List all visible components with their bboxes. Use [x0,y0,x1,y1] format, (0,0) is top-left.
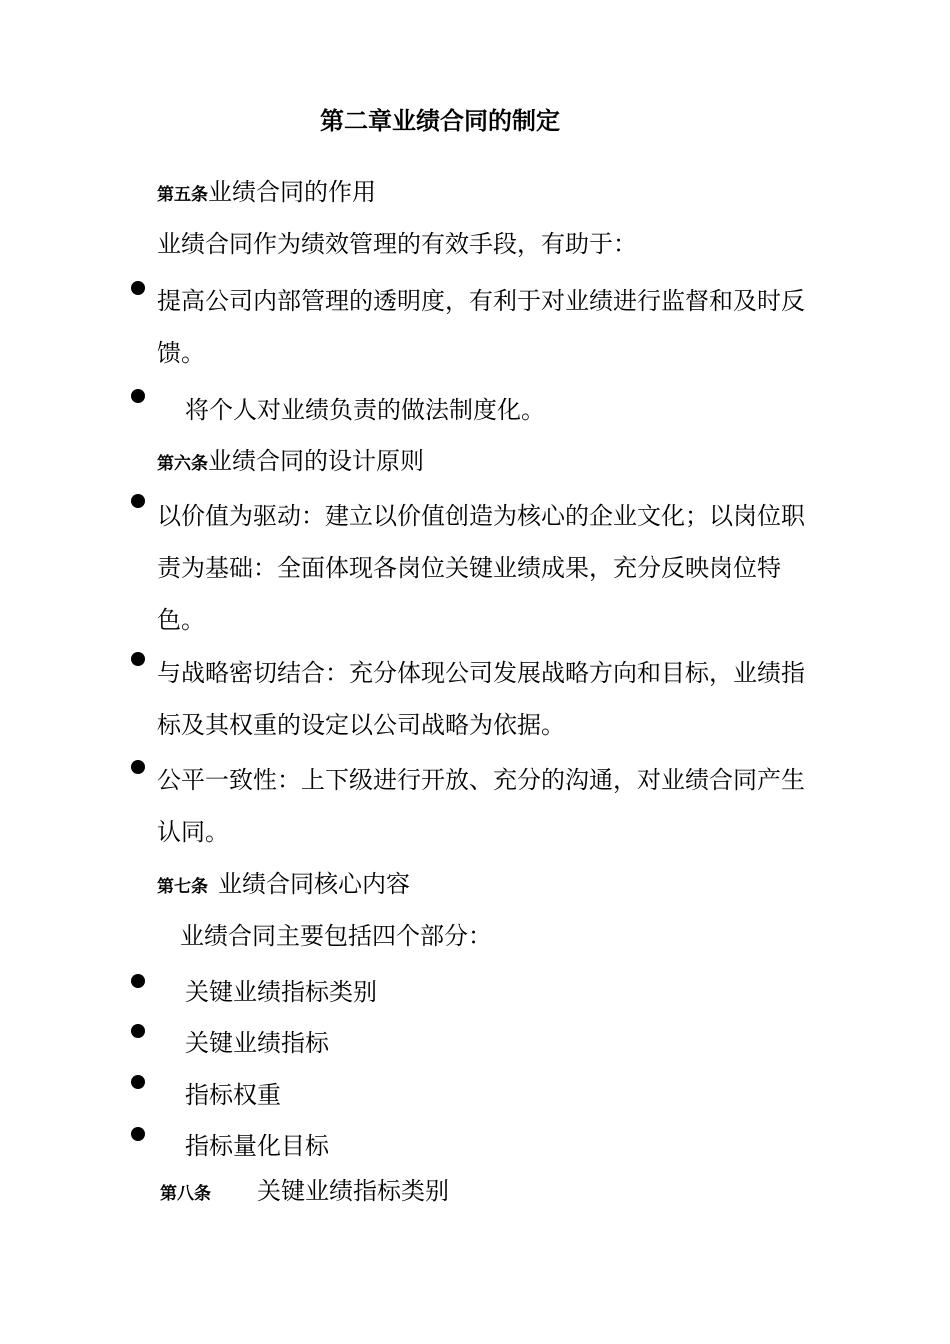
bullet-dot [131,1075,145,1089]
bullet-dot [131,652,145,666]
section-6-bullet-3: 公平一致性：上下级进行开放、充分的沟通，对业绩合同产生认同。 [157,766,805,846]
bullet-dot [131,974,145,988]
section-7-bullet-4: 指标量化目标 [185,1132,329,1160]
section-5-bullet-1: 提高公司内部管理的透明度，有利于对业绩进行监督和及时反馈。 [157,287,805,367]
article-8-number: 第八条 [160,1184,211,1204]
bullet-dot [131,1024,145,1038]
article-6-number: 第六条 [157,454,208,474]
article-8-heading [160,1174,449,1211]
bullet-dot [131,494,145,508]
section-5-bullet-2: 将个人对业绩负责的做法制度化。 [185,396,545,424]
article-7-number: 第七条 [157,877,208,897]
article-6-title: 业绩合同的设计原则 [208,447,424,475]
article-8-title: 关键业绩指标类别 [257,1177,449,1205]
article-5-title: 业绩合同的作用 [208,178,376,206]
article-5-number: 第五条 [157,185,208,205]
section-6-bullet-2: 与战略密切结合：充分体现公司发展战略方向和目标，业绩指标及其权重的设定以公司战略为依据。 [157,659,805,739]
article-5-heading [157,175,376,212]
bullet-dot [131,389,145,403]
article-7-heading [157,867,410,904]
bullet-dot [131,760,145,774]
section-7-bullet-3: 指标权重 [185,1081,281,1109]
bullet-dot [131,281,145,295]
section-7-intro: 业绩合同主要包括四个部分： [180,922,492,950]
section-6-bullet-1: 以价值为驱动：建立以价值创造为核心的企业文化；以岗位职责为基础：全面体现各岗位关键业绩成果，充分反映岗位特色。 [157,502,805,634]
chapter-title: 第二章业绩合同的制定 [320,107,560,135]
section-7-bullet-2: 关键业绩指标 [185,1029,329,1057]
section-5-intro: 业绩合同作为绩效管理的有效手段，有助于： [157,230,637,258]
article-7-title: 业绩合同核心内容 [218,870,410,898]
section-7-bullet-1: 关键业绩指标类别 [185,978,377,1006]
bullet-dot [131,1127,145,1141]
article-6-heading [157,444,424,481]
